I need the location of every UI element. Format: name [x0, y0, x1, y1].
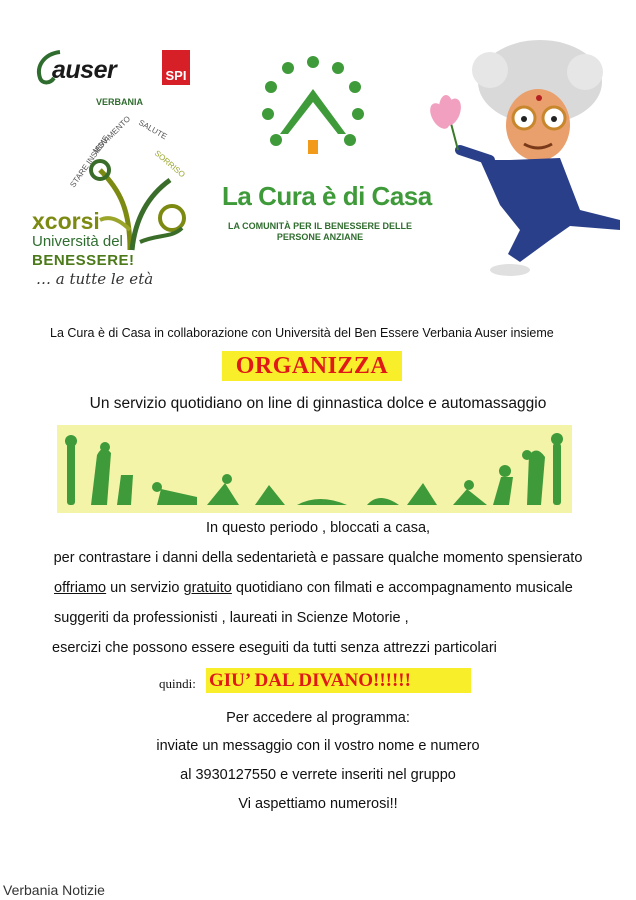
- offriamo-word: offriamo: [54, 580, 107, 596]
- body-line-3: [54, 580, 573, 596]
- body-line-9: Vi aspettiamo numerosi!!: [238, 796, 398, 812]
- swirl-word-2: SALUTE: [137, 117, 169, 142]
- yoga-figures-icon: [57, 425, 572, 513]
- body-line-7: inviate un messaggio con il vostro nome e numero: [156, 738, 480, 754]
- grandma-yoga-illustration: [420, 30, 630, 280]
- gratuito-word: gratuito: [183, 580, 232, 596]
- auser-city: VERBANIA: [96, 97, 144, 107]
- swirl-word-1: MOVIMENTO: [91, 114, 133, 156]
- house-sun-icon: [258, 54, 368, 174]
- lacura-title: La Cura è di Casa: [222, 181, 432, 211]
- intro-text: La Cura è di Casa in collaborazione con Università del Ben Essere Verbania Auser insieme: [50, 326, 554, 340]
- service-description: Un servizio quotidiano on line di ginnastica dolce e automassaggio: [89, 395, 547, 412]
- spi-logo: SPI: [162, 50, 190, 85]
- xcorsi-text: xcorsi: [32, 208, 100, 234]
- tagline: … a tutte le età: [36, 270, 154, 288]
- body-line-3d: quotidiano con filmati e accompagnamento musicale: [231, 580, 573, 596]
- swirl-word-3: SORRISO: [152, 148, 187, 180]
- body-line-6: Per accedere al programma:: [226, 710, 410, 726]
- auser-logo-text: auser: [52, 56, 117, 84]
- body-line-1: In questo periodo , bloccati a casa,: [205, 520, 431, 536]
- university-line2: BENESSERE!: [32, 252, 135, 269]
- body-line-2: per contrastare i danni della sedentarietà e passare qualche momento spensierato: [53, 550, 583, 566]
- giu-dal-divano-heading: GIU’ DAL DIVANO!!!!!!: [206, 668, 471, 693]
- swirl-word-0: STARE INSIEME: [68, 133, 111, 190]
- body-line-8: al 3930127550 e verrete inseriti nel gruppo: [180, 767, 456, 783]
- footer-source: Verbania Notizie: [3, 882, 105, 898]
- lacura-subtitle: LA COMUNITÀ PER IL BENESSERE DELLE PERSONE ANZIANE: [227, 221, 413, 242]
- body-line-4: suggeriti da professionisti , laureati in Scienze Motorie ,: [54, 610, 409, 626]
- university-line1: Università del: [32, 233, 123, 250]
- body-line-5: esercizi che possono essere eseguiti da tutti senza attrezzi particolari: [52, 640, 497, 656]
- body-line-3b: un servizio: [106, 580, 184, 596]
- organizza-heading: ORGANIZZA: [222, 351, 402, 381]
- exercise-sequence-band: [57, 425, 572, 513]
- quindi-label: quindi:: [159, 676, 196, 691]
